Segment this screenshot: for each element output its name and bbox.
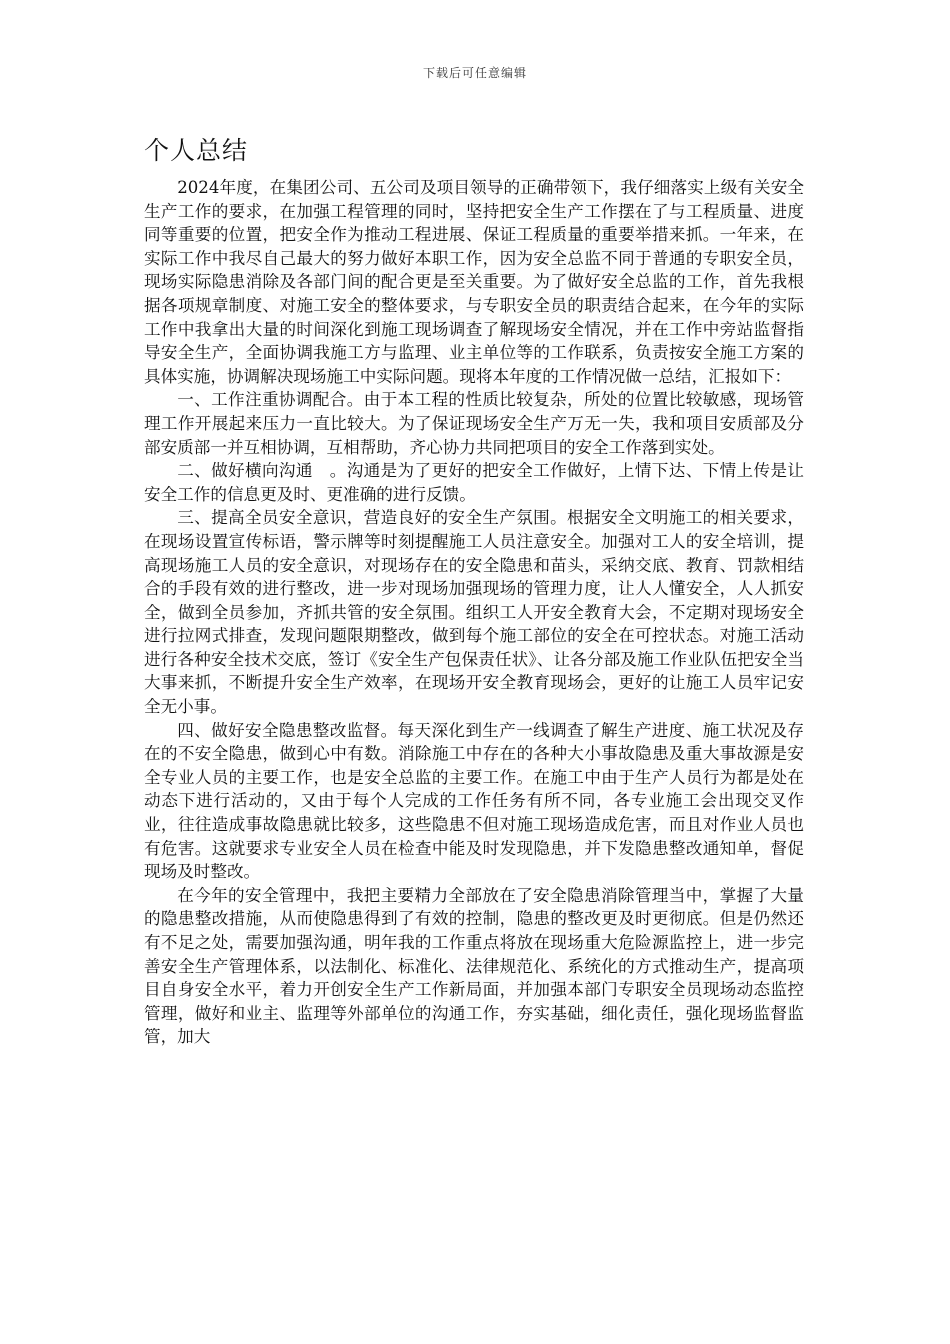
paragraph-hazard-rectification: 四、做好安全隐患整改监督。每天深化到生产一线调查了解生产进度、施工状况及存在的不安全隐患，做到心中有数。消除施工中存在的各种大小事故隐患及重大事故源是安全专业人员的主要工作，也是安全总监的主要工作。在施工中由于生产人员行为都是处在动态下进行活动的，又由于每个人完成的工作任务有所不同，各专业施工会出现交叉作业，往往造成事故隐患就比较多，这些隐患不但对施工现场造成危害，而且对作业人员也有危害。这就要求专业安全人员在检查中能及时发现隐患，并下发隐患整改通知单，督促现场及时整改。	[144, 720, 804, 882]
paragraph-coordination: 一、工作注重协调配合。由于本工程的性质比较复杂，所处的位置比较敏感，现场管理工作开展起来压力一直比较大。为了保证现场安全生产万无一失，我和项目安质部及分部安质部一并互相协调，互相帮助，齐心协力共同把项目的安全工作落到实处。	[144, 390, 804, 457]
paragraph-intro: 2024年度，在集团公司、五公司及项目领导的正确带领下，我仔细落实上级有关安全生产工作的要求，在加强工程管理的同时，坚持把安全生产工作摆在了与工程质量、进度同等重要的位置，把安全作为推动工程进展、保证工程质量的重要举措来抓。一年来，在实际工作中我尽自己最大的努力做好本职工作，因为安全总监不同于普通的专职安全员，现场实际隐患消除及各部门间的配合更是至关重要。为了做好安全总监的工作，首先我根据各项规章制度、对施工安全的整体要求，与专职安全员的职责结合起来，在今年的实际工作中我拿出大量的时间深化到施工现场调查了解现场安全情况，并在工作中旁站监督指导安全生产，全面协调我施工方与监理、业主单位等的工作联系，负责按安全施工方案的具体实施，协调解决现场施工中实际问题。现将本年度的工作情况做一总结，汇报如下：	[144, 178, 804, 386]
paragraph-communication: 二、做好横向沟通 。沟通是为了更好的把安全工作做好，上情下达、下情上传是让安全工作的信息更及时、更准确的进行反馈。	[144, 461, 804, 504]
paragraph-safety-awareness: 三、提高全员安全意识，营造良好的安全生产氛围。根据安全文明施工的相关要求，在现场设置宣传标语，警示牌等时刻提醒施工人员注意安全。加强对工人的安全培训，提高现场施工人员的安全意识，对现场存在的安全隐患和苗头，采纳交底、教育、罚款相结合的手段有效的进行整改，进一步对现场加强现场的管理力度，让人人懂安全，人人抓安全，做到全员参加，齐抓共管的安全氛围。组织工人开安全教育大会，不定期对现场安全进行拉网式排查，发现问题限期整改，做到每个施工部位的安全在可控状态。对施工活动进行各种安全技术交底，签订《安全生产包保责任状》、让各分部及施工作业队伍把安全当大事来抓，不断提升安全生产效率，在现场开安全教育现场会，更好的让施工人员牢记安全无小事。	[144, 508, 804, 717]
paragraph-conclusion: 在今年的安全管理中，我把主要精力全部放在了安全隐患消除管理当中，掌握了大量的隐患整改措施，从而使隐患得到了有效的控制，隐患的整改更及时更彻底。但是仍然还有不足之处，需要加强沟通，明年我的工作重点将放在现场重大危险源监控上，进一步完善安全生产管理体系，以法制化、标准化、法律规范化、系统化的方式推动生产，提高项目自身安全水平，着力开创安全生产工作新局面，并加强本部门专职安全员现场动态监控管理，做好和业主、监理等外部单位的沟通工作，夯实基础，细化责任，强化现场监督监管，加大	[144, 885, 804, 1047]
document-title: 个人总结	[144, 136, 249, 165]
document-body	[144, 134, 804, 1049]
page-header-note: 下载后可任意编辑	[422, 66, 527, 80]
